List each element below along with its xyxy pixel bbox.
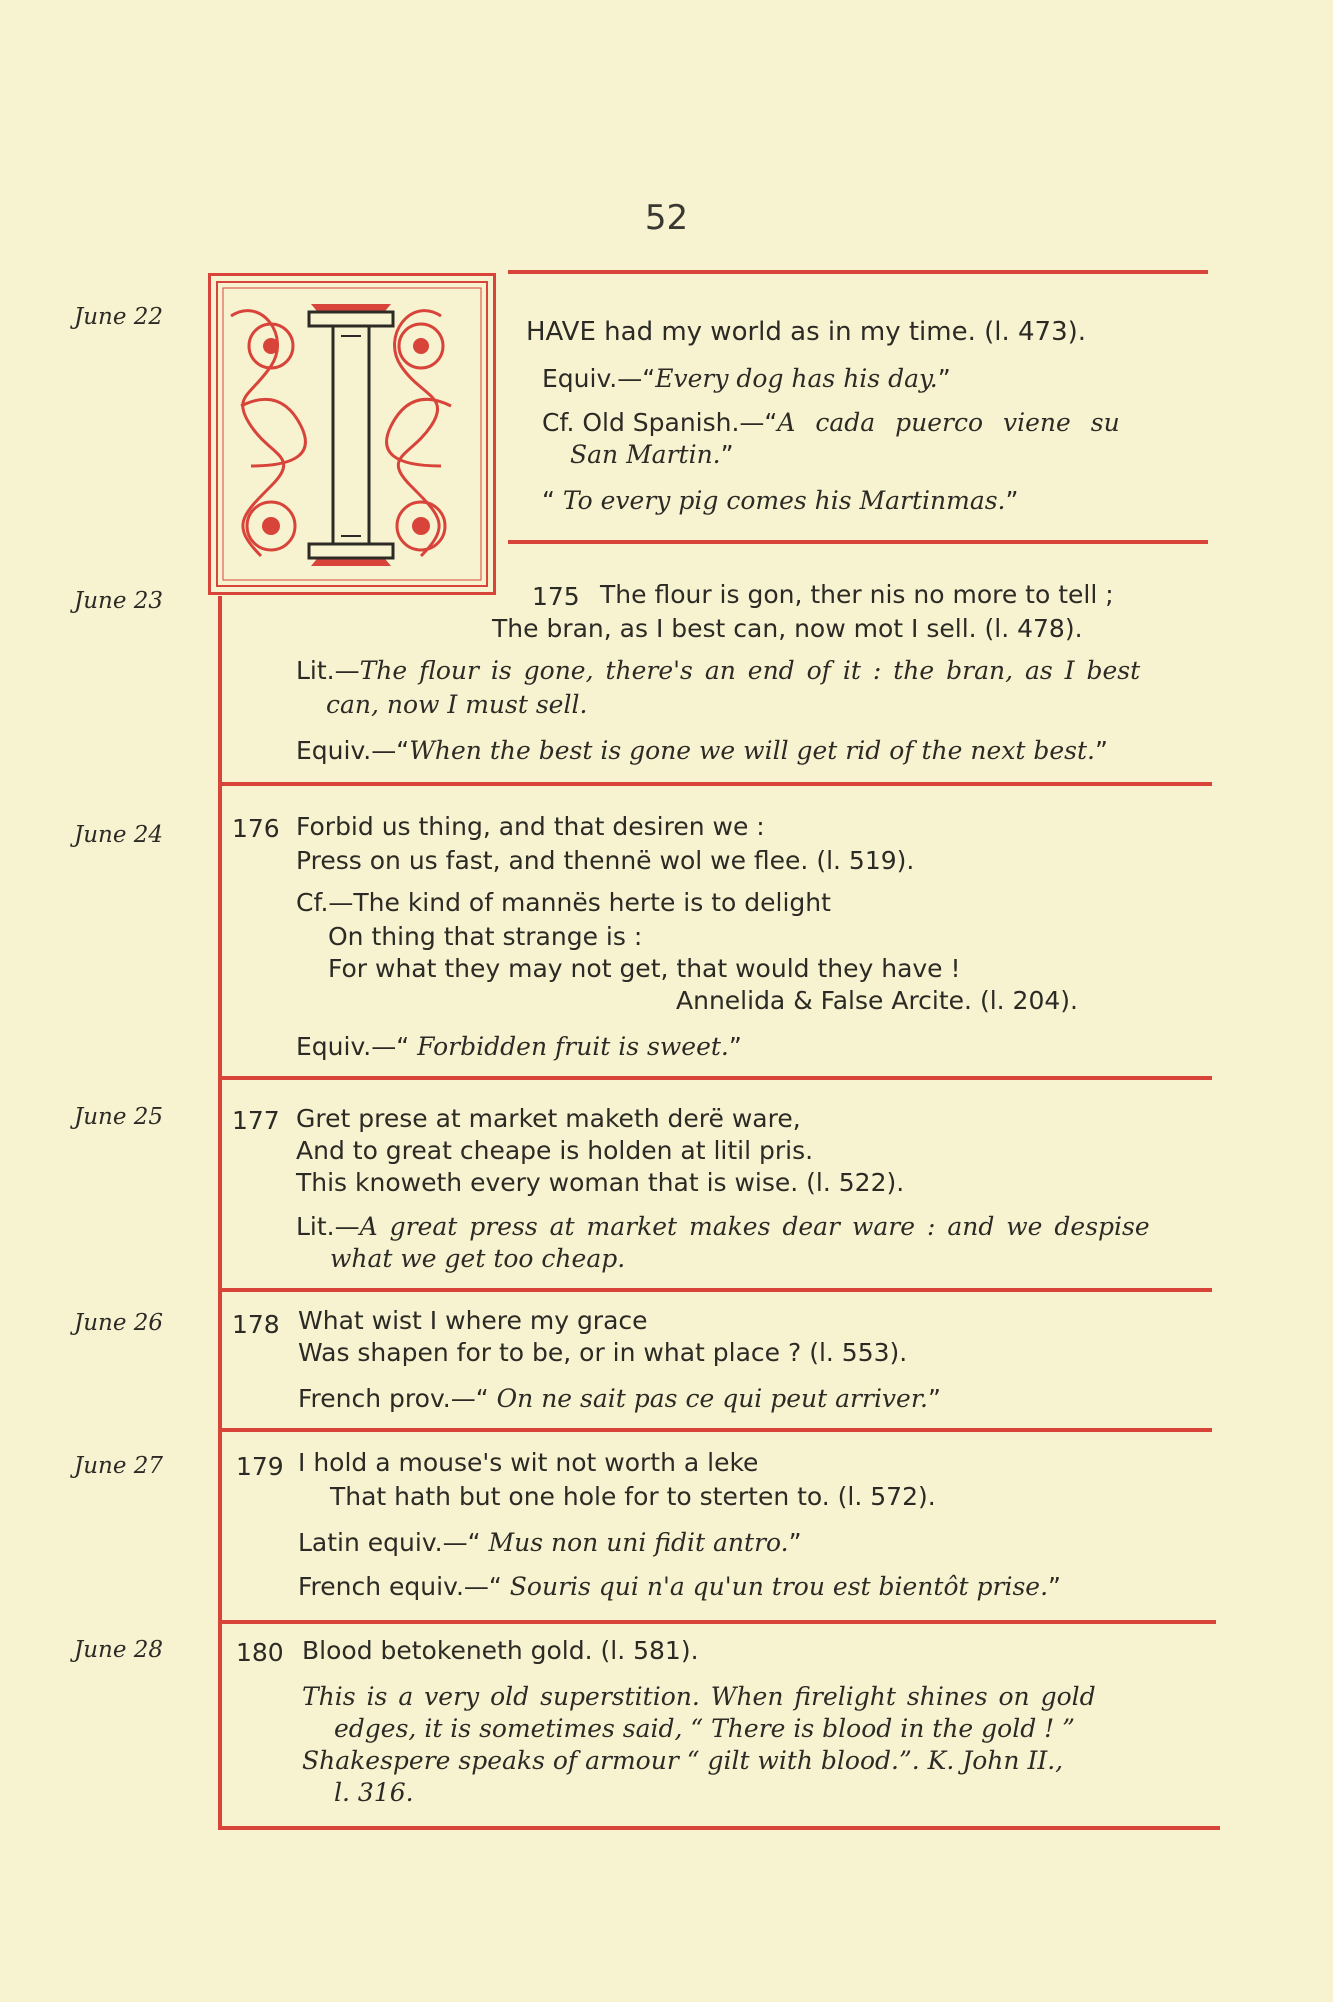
rule-175-bottom — [218, 782, 1212, 786]
e175-line2: The bran, as I best can, now mot I sell. (l. 478). — [492, 614, 1083, 643]
date-june-25: June 25 — [74, 1104, 164, 1130]
e177-number: 177 — [232, 1106, 280, 1135]
e175-lit: Lit.—The flour is gone, there's an end of it : the bran, as I best — [296, 656, 1141, 685]
rule-174-bottom — [508, 540, 1208, 544]
page-number: 52 — [644, 198, 689, 238]
e176-cf2: On thing that strange is : — [328, 922, 643, 951]
e180-note1: This is a very old superstition. When firelight shines on gold — [302, 1682, 1096, 1711]
decorated-initial — [208, 273, 496, 595]
e176-cf3: For what they may not get, that would they have ! — [328, 954, 961, 983]
e180-number: 180 — [236, 1638, 284, 1667]
e176-cf4: Annelida & False Arcite. (l. 204). — [676, 986, 1078, 1015]
rule-177-bottom — [218, 1288, 1212, 1292]
e174-cf-cont: San Martin.” — [570, 440, 734, 469]
e175-line1: The flour is gon, ther nis no more to tell ; — [600, 580, 1114, 609]
e175-number: 175 — [532, 582, 580, 611]
e178-line1: What wist I where my grace — [298, 1306, 648, 1335]
e174-english: “ To every pig comes his Martinmas.” — [542, 486, 1019, 515]
e178-line2: Was shapen for to be, or in what place ? (l. 553). — [298, 1338, 908, 1367]
date-june-28: June 28 — [74, 1637, 164, 1663]
e176-line2: Press on us fast, and thennë wol we flee. (l. 519). — [296, 846, 915, 875]
e177-line1: Gret prese at market maketh derë ware, — [296, 1104, 801, 1133]
initial-letter-ornament — [211, 276, 493, 592]
e178-number: 178 — [232, 1310, 280, 1339]
e180-note2: edges, it is sometimes said, “ There is blood in the gold ! ” — [334, 1714, 1075, 1743]
e174-cf: Cf. Old Spanish.—“A cada puerco viene su — [542, 408, 1120, 437]
e178-prov: French prov.—“ On ne sait pas ce qui peut arriver.” — [298, 1384, 941, 1413]
date-june-22: June 22 — [74, 304, 164, 330]
e176-cf1: Cf.—The kind of mannës herte is to delight — [296, 888, 831, 917]
date-june-24: June 24 — [74, 822, 164, 848]
e177-lit: Lit.—A great press at market makes dear ware : and we despise — [296, 1212, 1150, 1241]
e177-line3: This knoweth every woman that is wise. (l. 522). — [296, 1168, 905, 1197]
e175-equiv: Equiv.—“When the best is gone we will get rid of the next best.” — [296, 736, 1108, 765]
e179-latin: Latin equiv.—“ Mus non uni fidit antro.” — [298, 1528, 802, 1557]
e176-line1: Forbid us thing, and that desiren we : — [296, 812, 765, 841]
e176-equiv: Equiv.—“ Forbidden fruit is sweet.” — [296, 1032, 742, 1061]
e180-note4: l. 316. — [334, 1778, 414, 1807]
rule-179-bottom — [218, 1620, 1216, 1624]
rule-bottom — [218, 1826, 1220, 1830]
rule-top — [508, 270, 1208, 274]
e179-french: French equiv.—“ Souris qui n'a qu'un trou est bientôt prise.” — [298, 1572, 1061, 1601]
rule-176-bottom — [218, 1076, 1212, 1080]
e179-line2: That hath but one hole for to sterten to. (l. 572). — [330, 1482, 936, 1511]
left-border — [218, 596, 222, 1830]
e177-lit-cont: what we get too cheap. — [330, 1244, 626, 1273]
e177-line2: And to great cheape is holden at litil pris. — [296, 1136, 814, 1165]
e179-number: 179 — [236, 1452, 284, 1481]
rule-178-bottom — [218, 1428, 1212, 1432]
e180-line1: Blood betokeneth gold. (l. 581). — [302, 1636, 699, 1665]
date-june-26: June 26 — [74, 1310, 164, 1336]
e180-note3: Shakespere speaks of armour “ gilt with blood.”. K. John II., — [302, 1746, 1064, 1775]
e174-line1: HAVE had my world as in my time. (l. 473). — [526, 317, 1087, 347]
e175-lit-cont: can, now I must sell. — [326, 690, 588, 719]
date-june-27: June 27 — [74, 1453, 164, 1479]
date-june-23: June 23 — [74, 588, 164, 614]
e176-number: 176 — [232, 814, 280, 843]
e179-line1: I hold a mouse's wit not worth a leke — [298, 1448, 759, 1477]
e174-equiv: Equiv.—“Every dog has his day.” — [542, 364, 951, 393]
